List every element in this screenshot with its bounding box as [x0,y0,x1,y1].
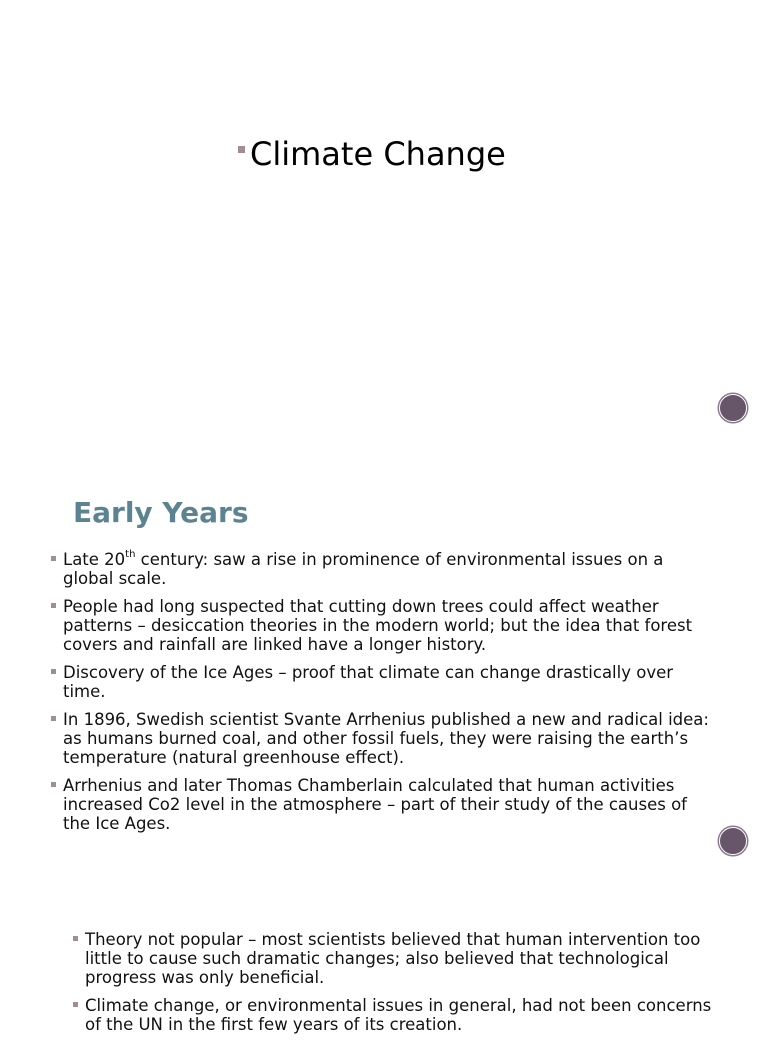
bullet-text: In 1896, Swedish scientist Svante Arrhenius published a new and radical idea: as humans burned coal, and other fossil fuels, they were raising the earth’s temperature (natural greenhouse effect). [63,709,709,768]
square-bullet-icon [51,603,56,608]
bullet-text: People had long suspected that cutting down trees could affect weather patterns – desiccation theories in the modern world; but the idea that forest covers and rainfall are linked have a longer history. [63,596,693,655]
list-item [49,550,713,588]
bullet-text: Late 20 [63,550,126,569]
square-bullet-icon [51,782,56,787]
bullet-text: Climate change, or environmental issues in general, had not been concerns of the UN in the first few years of its creation. [85,996,712,1035]
square-bullet-icon [51,556,56,561]
superscript-ordinal: th [125,548,136,560]
bullet-list [49,550,713,842]
slide-nav-dot-icon[interactable] [719,827,747,855]
list-item [49,710,713,768]
sub-bullet-list [71,930,717,1043]
list-item [71,930,717,988]
list-item [71,996,717,1034]
square-bullet-icon [73,1002,78,1007]
square-bullet-icon [51,716,56,721]
slide-title [238,134,506,174]
list-item [49,776,713,834]
bullet-text: Arrhenius and later Thomas Chamberlain calculated that human activities increased Co2 level in the atmosphere – part of their study of the causes of the Ice Ages. [63,776,687,834]
bullet-text: century: saw a rise in prominence of environmental issues on a global scale. [63,550,664,589]
bullet-text: Theory not popular – most scientists believed that human intervention too little to cause such dramatic changes; also believed that technological progress was only beneficial. [85,930,701,988]
list-item [49,597,713,655]
slide-title-text: Climate Change [250,135,506,173]
square-bullet-icon [73,936,78,941]
slide-nav-dot-icon[interactable] [719,394,747,422]
square-bullet-icon [51,669,56,674]
square-bullet-icon [238,146,245,153]
section-heading: Early Years [73,496,249,529]
list-item [49,663,713,701]
bullet-text: Discovery of the Ice Ages – proof that climate can change drastically over time. [63,663,674,702]
